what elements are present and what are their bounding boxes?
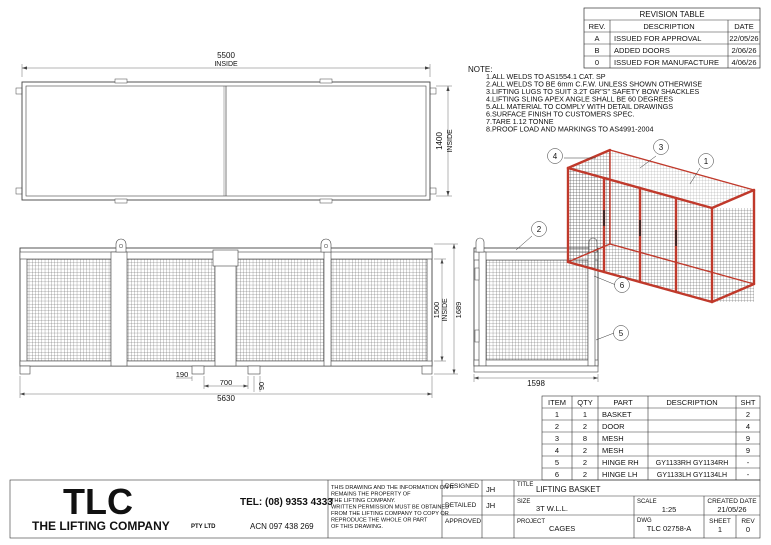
bom-cell: HINGE LH — [602, 470, 638, 479]
scale-label: SCALE — [637, 499, 657, 505]
front-elevation — [20, 239, 458, 398]
bom-cell: GY1133RH GY1134RH — [655, 460, 729, 467]
bom-cell: 4 — [554, 446, 560, 455]
revision-cell: 2/06/26 — [731, 46, 757, 55]
revision-cell: ISSUED FOR MANUFACTURE — [614, 58, 720, 67]
dwg-number: TLC 02758-A — [646, 524, 692, 533]
detailed-value: JH — [486, 501, 496, 510]
disclaimer-line: REMAINS THE PROPERTY OF — [331, 491, 411, 498]
company-suffix: PTY LTD — [191, 524, 216, 530]
revision-header-description: DESCRIPTION — [643, 22, 695, 31]
balloon-3: 3 — [658, 143, 664, 152]
revision-header-date: DATE — [734, 22, 754, 31]
bom-cell: - — [746, 458, 750, 467]
designed-value: JH — [486, 485, 496, 494]
revision-cell: 4/06/26 — [731, 58, 757, 67]
bom-cell: 6 — [554, 470, 560, 479]
size-value: 3T W.L.L. — [536, 504, 568, 513]
dim-overall-length: 5630 — [217, 394, 235, 403]
isometric-view — [568, 150, 754, 302]
disclaimer-line: OF THIS DRAWING. — [331, 524, 383, 530]
disclaimer-line: THIS DRAWING AND THE INFORMATION ON IT — [331, 485, 455, 491]
bom-cell: 9 — [745, 434, 751, 443]
note-item: 3.LIFTING LUGS TO SUIT 3.2T GR"S" SAFETY BOW SHACKLES — [486, 87, 700, 96]
revision-cell: 22/05/26 — [729, 34, 759, 43]
note-item: 4.LIFTING SLING APEX ANGLE SHALL BE 60 DEGREES — [486, 94, 674, 104]
bom-cell: 9 — [745, 446, 751, 455]
rev-label: REV — [741, 518, 755, 525]
approved-label: APPROVED — [445, 518, 482, 525]
disclaimer-line: REPRODUCE THE WHOLE OR PART — [331, 517, 428, 524]
sheet-value: 1 — [717, 525, 723, 534]
bom-cell: 1 — [582, 410, 588, 419]
dim-side-width: 1598 — [527, 379, 545, 388]
revision-table — [584, 8, 760, 68]
rev-value: 0 — [745, 525, 751, 534]
note-item: 8.PROOF LOAD AND MARKINGS TO AS4991-2004 — [486, 124, 654, 134]
dim-overall-height: 1689 — [454, 301, 463, 319]
scale-value: 1:25 — [661, 505, 677, 514]
company-logo: TLC — [63, 481, 133, 522]
revision-cell: B — [594, 46, 600, 55]
bom-header: DESCRIPTION — [666, 398, 718, 407]
detailed-label: DETAILED — [445, 502, 477, 509]
bom-cell: 1 — [554, 410, 560, 419]
sheet-label: SHEET — [709, 518, 731, 525]
dwg-label: DWG — [637, 518, 652, 524]
dim-190: 190 — [175, 370, 189, 379]
project-label: PROJECT — [517, 519, 546, 525]
disclaimer-line: FROM THE LIFTING COMPANY TO COPY OR — [331, 511, 449, 517]
bom-cell: 2 — [554, 422, 560, 431]
bom-cell: BASKET — [602, 410, 632, 419]
dim-plan-width: 1400 — [435, 132, 444, 150]
plan-view — [16, 64, 452, 203]
created-date-value: 21/05/26 — [717, 505, 747, 514]
bom-cell: 2 — [582, 422, 588, 431]
company-name: THE LIFTING COMPANY — [32, 519, 170, 533]
note-item: 6.SURFACE FINISH TO CUSTOMERS SPEC. — [486, 109, 635, 119]
drawing-title: LIFTING BASKET — [536, 485, 601, 494]
bom-cell: DOOR — [602, 422, 625, 431]
revision-cell: 0 — [594, 58, 600, 67]
bom-cell: MESH — [602, 434, 624, 443]
size-label: SIZE — [517, 499, 531, 505]
balloon-1: 1 — [703, 157, 709, 166]
dim-plan-length-note: INSIDE — [214, 61, 238, 68]
dim-plan-length: 5500 — [217, 51, 235, 60]
notes-title: NOTE: — [468, 65, 493, 74]
dim-plan-width-note: INSIDE — [447, 129, 454, 153]
dim-90: 90 — [257, 381, 266, 391]
bom-cell: - — [746, 470, 750, 479]
designed-label: DESIGNED — [445, 483, 479, 490]
dim-700: 700 — [219, 378, 233, 387]
bom-cell: HINGE RH — [602, 458, 639, 467]
revision-cell: A — [594, 34, 600, 43]
bom-cell: 2 — [582, 470, 588, 479]
dim-inside-height-note: INSIDE — [442, 298, 449, 322]
title-label: TITLE — [517, 482, 534, 488]
bom-cell: 2 — [745, 410, 751, 419]
revision-cell: ADDED DOORS — [614, 46, 670, 55]
bom-cell: 2 — [582, 446, 588, 455]
balloon-2: 2 — [536, 225, 542, 234]
bom-cell: 5 — [554, 458, 560, 467]
bom-header: PART — [613, 398, 633, 407]
company-acn: ACN 097 438 269 — [250, 522, 314, 531]
note-item: 1.ALL WELDS TO AS1554.1 CAT. SP — [486, 72, 606, 81]
revision-cell: ISSUED FOR APPROVAL — [614, 34, 702, 43]
note-item: 7.TARE 1.12 TONNE — [486, 117, 554, 126]
dim-inside-height: 1500 — [432, 301, 441, 319]
general-notes — [468, 65, 702, 134]
parts-list — [542, 396, 760, 480]
bom-cell: 3 — [554, 434, 560, 443]
bom-cell: 4 — [745, 422, 751, 431]
disclaimer-line: THE LIFTING COMPANY. — [331, 498, 396, 504]
bom-header: QTY — [577, 398, 593, 407]
project-value: CAGES — [549, 524, 576, 533]
note-item: 2.ALL WELDS TO BE 6mm C.F.W. UNLESS SHOWN OTHERWISE — [486, 79, 703, 89]
bom-cell: MESH — [602, 446, 624, 455]
bom-cell: GY1133LH GY1134LH — [656, 472, 728, 479]
revision-header-rev: REV. — [588, 22, 606, 31]
company-phone: TEL: (08) 9353 4333 — [240, 497, 333, 508]
disclaimer-line: WRITTEN PERMISSION MUST BE OBTAINED — [331, 504, 450, 511]
balloon-5: 5 — [618, 329, 624, 338]
balloon-4: 4 — [552, 152, 558, 161]
bom-header: ITEM — [548, 398, 566, 407]
revision-table-title: REVISION TABLE — [639, 10, 705, 19]
bom-header: SHT — [740, 398, 756, 407]
bom-cell: 8 — [582, 434, 588, 443]
created-date-label: CREATED DATE — [707, 498, 757, 505]
bom-cell: 2 — [582, 458, 588, 467]
balloon-6: 6 — [619, 281, 625, 290]
note-item: 5.ALL MATERIAL TO COMPLY WITH DETAIL DRAWINGS — [486, 102, 674, 111]
